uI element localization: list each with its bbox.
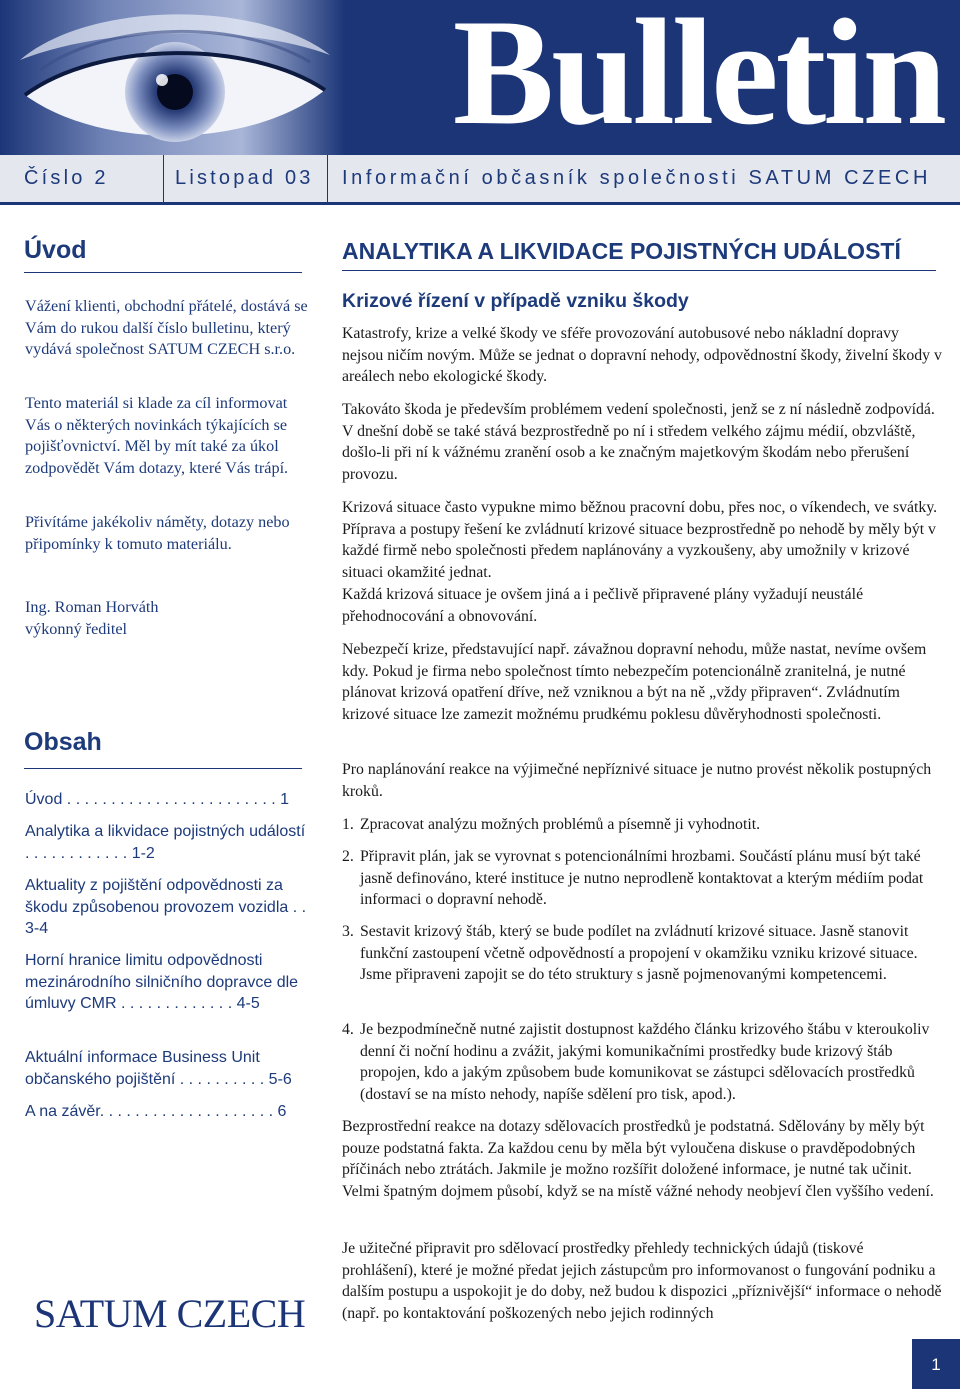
toc-item-label: Horní hranice limitu odpovědnosti mezinárodního silničního dopravce dle úmluvy CMR . . . . . . . . . . . . . 4-5: [25, 952, 299, 1012]
signature-title: výkonný ředitel: [25, 620, 128, 638]
contents-heading: Obsah: [24, 728, 102, 756]
list-number: 1.: [342, 816, 354, 833]
article-paragraph: Nebezpečí krize, představující např. závažnou dopravní nehodu, může nastat, nevíme ovšem kdy. Pokud je firma nebo společnost tímto nebezpečím potencionálně zranitelná, je nutné plánovat krizová opatření dříve, než vzniknou a být na ně „vždy připraven“. Zvládnutím krizové situace lze zamezit možnému prudkému poklesu důvěryhodnosti společnosti.: [342, 641, 927, 723]
eye-illustration: [0, 0, 345, 155]
toc-item-label: Analytika a likvidace pojistných událostí . . . . . . . . . . . . 1-2: [25, 823, 306, 862]
list-text: Sestavit krizový štáb, který se bude podílet na zvládnutí krizové situace. Jasně stanovit funkční zastoupení včetně odpovědností a propojení v okamžiku vzniku krizové situace. Jsme připraveni zapojit se do této struktury s jasně pojmenovanými kompetencemi.: [360, 923, 918, 983]
page-number: 1: [912, 1339, 960, 1389]
article-paragraph: Takováto škoda je především problémem vedení společnosti, jenž se z ní následně zodpovídá. V dnešní době se také stává bezprostředně po ní i středem velkého zájmu médií, obzvláště, došlo-li při ní k vážnému zranění osob a ke značným majetkovým škodám nebo přerušení provozu.: [342, 401, 935, 483]
list-number: 2.: [342, 848, 354, 865]
toc-item[interactable]: [25, 950, 310, 1015]
article-paragraph: Každá krizová situace je ovšem jiná a i pečlivě připravené plány vyžadují neustálé přehodnocování a obnovování.: [342, 586, 864, 625]
divider: [327, 155, 328, 205]
article-paragraph: Katastrofy, krize a velké škody ve sféře provozování autobusové nebo nákladní dopravy nejsou ničím novým. Může se jednat o dopravní nehody, odpovědnostní škody, živelní škody v areálech nebo ekologické škody.: [342, 325, 942, 385]
toc-item[interactable]: [25, 821, 310, 864]
issue-date: Listopad 03: [175, 167, 314, 189]
list-item: [342, 846, 942, 911]
toc-item-label: Aktuální informace Business Unit občanského pojištění . . . . . . . . . . 5-6: [25, 1049, 292, 1088]
article-heading: ANALYTIKA A LIKVIDACE POJISTNÝCH UDÁLOSTÍ: [342, 238, 901, 264]
issue-number: Číslo 2: [24, 167, 109, 189]
company-logo: SATUM CZECH: [34, 1291, 306, 1336]
list-number: 4.: [342, 1021, 354, 1038]
intro-paragraph-1: Vážení klienti, obchodní přátelé, dostává se Vám do rukou další číslo bulletinu, který vydává společnost SATUM CZECH s.r.o.: [25, 297, 308, 358]
intro-paragraph-3: Přivítáme jakékoliv náměty, dotazy nebo připomínky k tomuto materiálu.: [25, 513, 290, 553]
article-paragraph: Krizová situace často vypukne mimo běžnou pracovní dobu, přes noc, o víkendech, ve svátky. Příprava a postupy řešení ke zvládnutí krizové situace bezprostředně po nehodě by měly být v každé firmě nebo společnosti předem naplánovány a vyzkoušeny, aby umožnily v krizové situaci okamžité jednat.: [342, 499, 938, 581]
intro-heading: Úvod: [24, 236, 87, 264]
masthead-subbar: [0, 155, 960, 205]
article-paragraph: Pro naplánování reakce na výjimečné nepříznivé situace je nutno provést několik postupných kroků.: [342, 761, 932, 800]
list-item: [342, 814, 942, 836]
list-number: 3.: [342, 923, 354, 940]
heading-rule: [24, 768, 302, 769]
signature-name: Ing. Roman Horváth: [25, 598, 159, 616]
list-text: Připravit plán, jak se vyrovnat s potencionálními hrozbami. Součástí plánu musí být také jasně definováno, které instituce je nutno neprodleně kontaktovat a kterým médiím podat informaci o dopravní nehodě.: [360, 848, 924, 908]
heading-rule: [24, 272, 302, 273]
tagline: Informační občasník společnosti SATUM CZECH: [342, 167, 932, 189]
toc-item[interactable]: [25, 1047, 310, 1090]
list-item: [342, 1019, 942, 1105]
divider: [163, 155, 164, 205]
toc-item-label: Aktuality z pojištění odpovědnosti za škodu způsobenou provozem vozidla . . 3-4: [25, 877, 307, 937]
toc-item-label: Úvod . . . . . . . . . . . . . . . . . . . . . . . . 1: [25, 791, 290, 808]
toc-item[interactable]: [25, 789, 310, 811]
toc-item[interactable]: [25, 875, 310, 940]
article-paragraph: Bezprostřední reakce na dotazy sdělovacích prostředků je podstatná. Sdělovány by měly být pouze podstatná fakta. Za každou cenu by měla být vyloučena diskuse o pravděpodobných příčinách nebo ztrátách. Jakmile je možno rozšířit doložené informace, je nutné tak učinit. Velmi špatným dojmem působí, když se na místě vážné nehody neobjeví člen vyššího vedení.: [342, 1118, 934, 1200]
article-paragraph: Je užitečné připravit pro sdělovací prostředky přehledy technických údajů (tiskové prohlášení), které je možné předat jejich zástupcům pro informovanost o fungování podniku a dalším postupu a uspokojit je do doby, než budou k dispozici „příznivější“ informace o nehodě (např. po kontaktování poškozených nebo jejich rodinných: [342, 1240, 942, 1322]
masthead-title: Bulletin: [452, 0, 944, 155]
toc-item[interactable]: [25, 1101, 310, 1123]
intro-paragraph-2: Tento materiál si klade za cíl informovat Vás o některých novinkách týkajících se pojišťovnictví. Měl by mít také za úkol zodpovědět Vám dotazy, které Vás trápí.: [25, 394, 289, 477]
list-text: Je bezpodmínečně nutné zajistit dostupnost každého článku krizového štábu v kteroukoliv denní či noční hodinu a zvážit, jakými komunikačními prostředky bude krizový štáb propojen, kdo a jakým způsobem bude komunikovat se zástupci sdělovacích prostředků (dostaví se na místo nehody, napíše sdělení pro tisk, apod.).: [360, 1021, 930, 1103]
toc-item-label: A na závěr. . . . . . . . . . . . . . . . . . . . 6: [25, 1103, 287, 1120]
list-item: [342, 921, 942, 986]
heading-rule: [342, 270, 936, 271]
list-text: Zpracovat analýzu možných problémů a písemně ji vyhodnotit.: [360, 816, 761, 833]
masthead: [0, 0, 960, 155]
article-subheading: Krizové řízení v případě vzniku škody: [342, 290, 689, 312]
